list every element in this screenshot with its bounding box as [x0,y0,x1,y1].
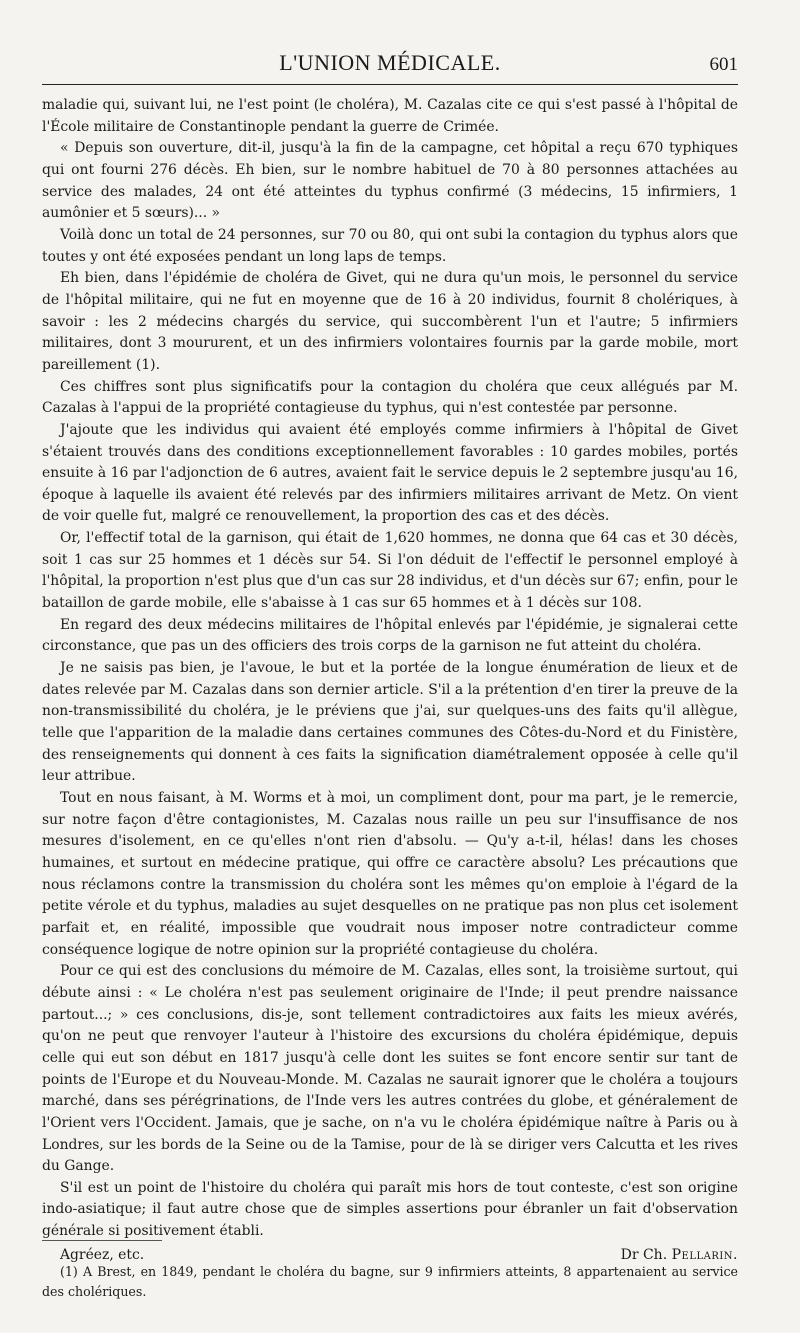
paragraph: maladie qui, suivant lui, ne l'est point (le choléra), M. Cazalas cite ce qui s'est passé à l'hôpital de l'École militaire de Constantinople pendant la guerre de Crimée. [42,97,738,135]
paragraph: En regard des deux médecins militaires de l'hôpital enlevés par l'épidémie, je signalerai cette circonstance, que pas un des officiers des trois corps de la garnison ne fut atteint du choléra. [42,616,738,655]
paragraph: « Depuis son ouverture, dit-il, jusqu'à la fin de la campagne, cet hôpital a reçu 670 typhiques qui ont fourni 276 décès. Eh bien, sur le nombre habituel de 70 à 80 personnes attachées au service des malades, 24 ont été atteintes du typhus confirmé (3 médecins, 15 infirmiers, 1 aumônier et 5 sœurs)... » [42,140,738,222]
signature-prefix: Dr Ch. [620,1246,668,1263]
paragraph: Or, l'effectif total de la garnison, qui était de 1,620 hommes, ne donna que 64 cas et 30 décès, soit 1 cas sur 25 hommes et 1 décès sur 54. Si l'on déduit de l'effectif le personnel employé à l'hôpital, la proportion n'est plus que d'un cas sur 28 individus, et d'un décès sur 67; enfin, pour le bataillon de garde mobile, elle s'abaisse à 1 cas sur 65 hommes et à 1 décès sur 108. [42,530,738,612]
paragraph: Pour ce qui est des conclusions du mémoire de M. Cazalas, elles sont, la troisième surtout, qui débute ainsi : « Le choléra n'est pas seulement originaire de l'Inde; il peut prendre naissance partout...; » ces conclusions, dis-je, sont tellement contradictoires aux faits les mieux avérés, qu'on ne peut que renvoyer l'auteur à l'histoire des excursions du choléra épidémique, depuis celle qui eut son début en 1817 jusqu'à celle dont les suites se font encore sentir sur tant de points de l'Europe et du Nouveau-Monde. M. Cazalas ne saurait ignorer que le choléra a toujours marché, dans ses pérégrinations, de l'Inde vers les autres contrées du globe, et généralement de l'Orient vers l'Occident. Jamais, que je sache, on n'a vu le choléra épidémique naître à Paris ou à Londres, sur les bords de la Seine ou de la Tamise, pour de là se diriger vers Calcutta et les rives du Gange. [42,963,738,1175]
body-text [42,95,738,1265]
page-header [42,44,738,85]
paragraph: Je ne saisis pas bien, je l'avoue, le but et la portée de la longue énumération de lieux et de dates relevée par M. Cazalas dans son dernier article. S'il a la prétention d'en tirer la preuve de la non-transmissibilité du choléra, je le préviens que j'ai, sur quelques-uns des faits qu'il allègue, telle que l'apparition de la maladie dans certaines communes des Côtes-du-Nord et du Finistère, des renseignements qui donnent à ces faits la signification diamétralement opposée à celle qu'il leur attribue. [42,660,738,785]
paragraph: S'il est un point de l'histoire du choléra qui paraît mis hors de tout conteste, c'est son origine indo-asiatique; il faut autre chose que de simples assertions pour ébranler un fait d'observation générale si positivement établi. [42,1179,738,1240]
footnote-divider [42,1240,162,1241]
paragraph: Tout en nous faisant, à M. Worms et à moi, un compliment dont, pour ma part, je le remercie, sur notre façon d'être contagionistes, M. Cazalas nous raille un peu sur l'insuffisance de nos mesures d'isolement, en ce qu'elles n'ont rien d'absolu. — Qu'y a-t-il, hélas! dans les choses humaines, et surtout en médecine pratique, qui offre ce caractère absolu? Les précautions que nous réclamons contre la transmission du choléra sont les mêmes qu'on emploie à l'égard de la petite vérole et du typhus, maladies au sujet desquelles on ne pratique pas non plus cet isolement parfait et, en réalité, impossible que voudrait nous imposer notre contradicteur comme conséquence logique de notre opinion sur la propriété contagieuse du choléra. [42,790,738,958]
paragraph: Ces chiffres sont plus significatifs pour la contagion du choléra que ceux allégués par M. Cazalas à l'appui de la propriété contagieuse du typhus, qui n'est contestée par personne. [42,378,738,417]
footnote: (1) A Brest, en 1849, pendant le choléra du bagne, sur 9 infirmiers atteints, 8 appartenaient au service des cholériques. [42,1263,738,1299]
running-title: L'UNION MÉDICALE. [279,50,501,75]
closing-salutation: Agréez, etc. [60,1246,145,1263]
signature-name: Pellarin. [671,1246,738,1263]
paragraph: Eh bien, dans l'épidémie de choléra de Givet, qui ne dura qu'un mois, le personnel du service de l'hôpital militaire, qui ne fut en moyenne que de 16 à 20 individus, fournit 8 cholériques, à savoir : les 2 médecins chargés du service, qui succombèrent l'un et l'autre; 5 infirmiers militaires, dont 3 moururent, et un des infirmiers volontaires fournis par la garde mobile, mort pareillement (1). [42,270,738,373]
paragraph: J'ajoute que les individus qui avaient été employés comme infirmiers à l'hôpital de Givet s'étaient trouvés dans des conditions exceptionnellement favorables : 10 gardes mobiles, portés ensuite à 16 par l'adjonction de 6 autres, avaient fait le service depuis le 2 septembre jusqu'au 16, époque à laquelle ils avaient été relevés par des infirmiers militaires arrivant de Metz. On vient de voir quelle fut, malgré ce renouvellement, la proportion des cas et des décès. [42,421,738,525]
paragraph: Voilà donc un total de 24 personnes, sur 70 ou 80, qui ont subi la contagion du typhus alors que toutes y ont été exposées pendant un long laps de temps. [42,226,738,265]
page-number: 601 [709,54,738,75]
